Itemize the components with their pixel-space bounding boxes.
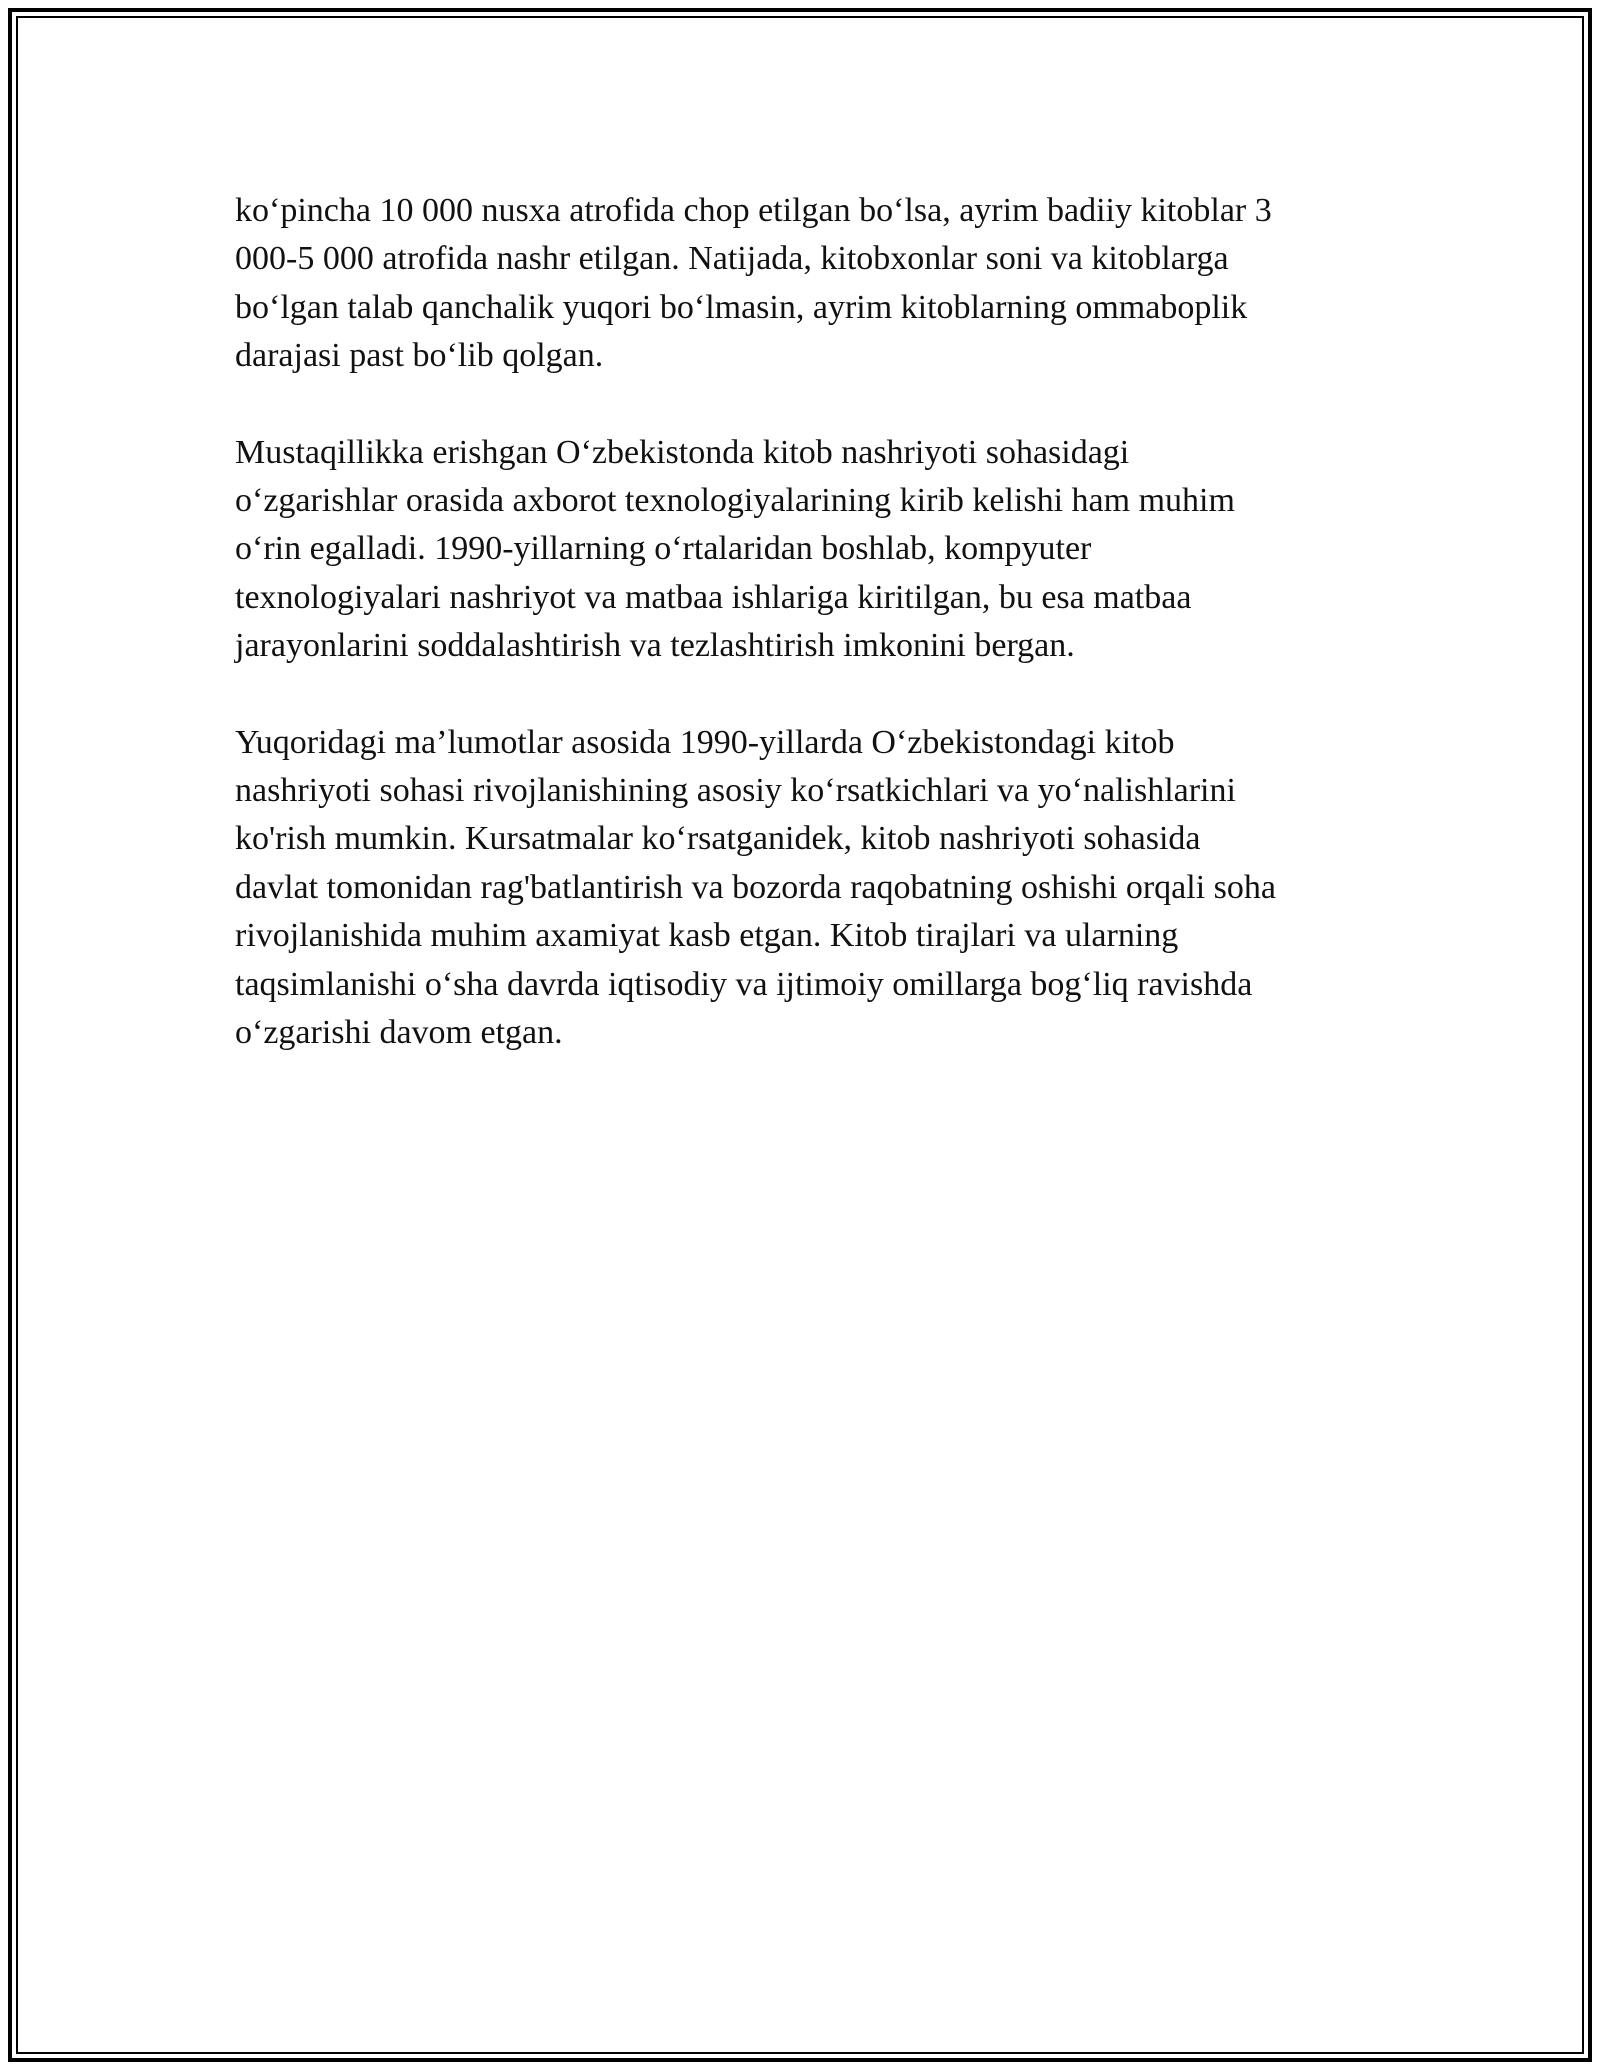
paragraph-1: ko‘pincha 10 000 nusxa atrofida chop etilgan bo‘lsa, ayrim badiiy kitoblar 3 000-5 000 atrofida nashr etilgan. Natijada, kitobxonlar soni va kitoblarga bo‘lgan talab qanchalik yuqori bo‘lmasin, ayrim kitoblarning ommaboplik darajasi past bo‘lib qolgan.: [235, 192, 1272, 375]
document-body: [235, 187, 1365, 1106]
paragraph-3: Yuqoridagi ma’lumotlar asosida 1990-yillarda O‘zbekistondagi kitob nashriyoti sohasi rivojlanishining asosiy ko‘rsatkichlari va yo‘nalishlarini ko'rish mumkin. Kursatmalar ko‘rsatganidek, kitob nashriyoti sohasida davlat tomonidan rag'batlantirish va bozorda raqobatning oshishi orqali soha rivojlanishida muhim axamiyat kasb etgan. Kitob tirajlari va ularning taqsimlanishi o‘sha davrda iqtisodiy va ijtimoiy omillarga bog‘liq ravishda o‘zgarishi davom etgan.: [235, 723, 1276, 1052]
paragraph-2: Mustaqillikka erishgan O‘zbekistonda kitob nashriyoti sohasidagi o‘zgarishlar orasida axborot texnologiyalarining kirib kelishi ham muhim o‘rin egalladi. 1990-yillarning o‘rtalaridan boshlab, kompyuter texnologiyalari nashriyot va matbaa ishlariga kiritilgan, bu esa matbaa jarayonlarini soddalashtirish va tezlashtirish imkonini bergan.: [235, 433, 1235, 665]
